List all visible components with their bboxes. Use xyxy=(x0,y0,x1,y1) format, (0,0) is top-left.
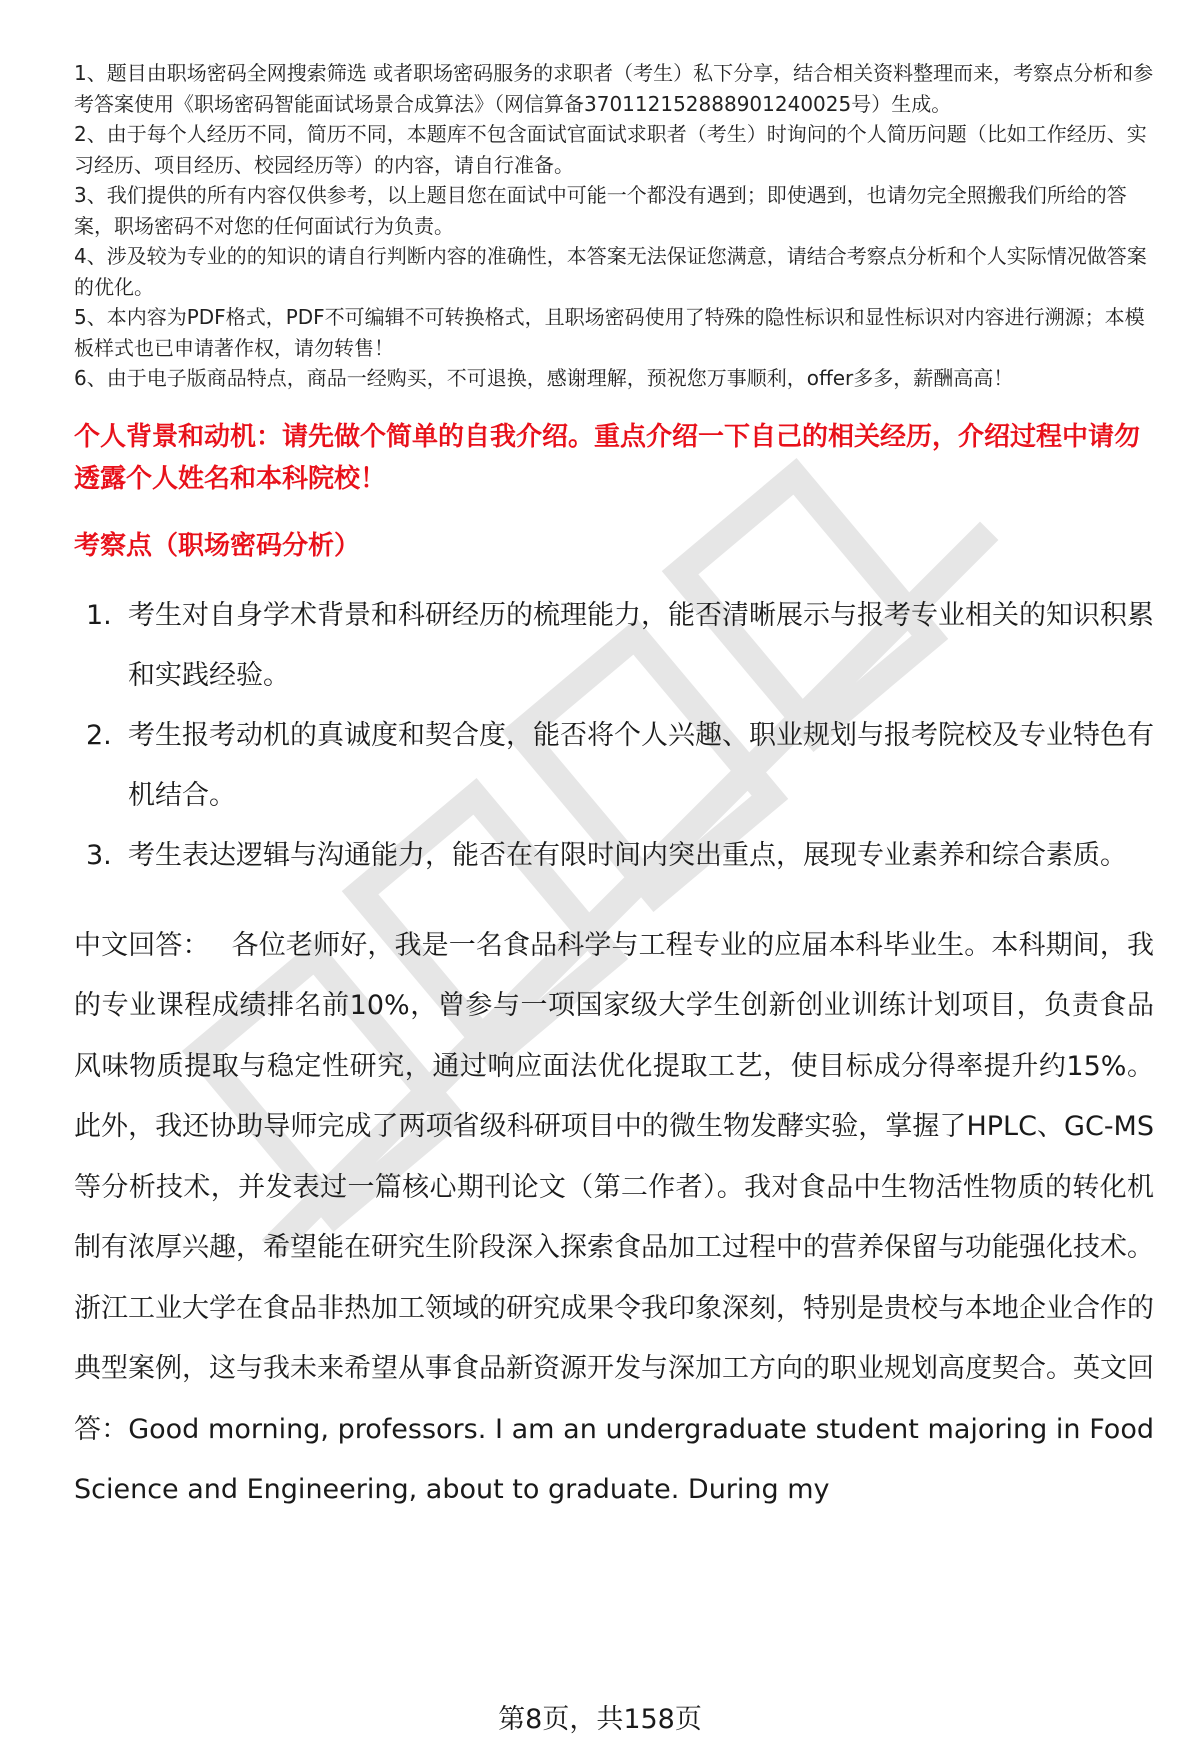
disclaimer-item: 6、由于电子版商品特点，商品一经购买，不可退换，感谢理解，预祝您万事顺利，offer多多，薪酬高高！ xyxy=(74,366,1014,390)
disclaimer-item: 4、涉及较为专业的的知识的请自行判断内容的准确性，本答案无法保证您满意，请结合考察点分析和个人实际情况做答案的优化。 xyxy=(74,244,1147,299)
analysis-title: 考察点（职场密码分析） xyxy=(74,530,361,561)
analysis-point xyxy=(74,586,1154,706)
disclaimer-item: 5、本内容为PDF格式，PDF不可编辑不可转换格式，且职场密码使用了特殊的隐性标识和显性标识对内容进行溯源；本模板样式也已申请著作权，请勿转售！ xyxy=(74,305,1145,360)
answer-label: 中文回答： xyxy=(74,929,210,961)
point-number: 3. xyxy=(86,839,112,871)
analysis-point xyxy=(74,706,1154,826)
answer-block xyxy=(74,916,1154,1521)
analysis-point xyxy=(74,826,1154,886)
analysis-points xyxy=(74,586,1154,886)
page-footer: 第8页，共158页 xyxy=(498,1704,702,1735)
answer-text: 各位老师好，我是一名食品科学与工程专业的应届本科毕业生。本科期间，我的专业课程成绩排名前10%，曾参与一项国家级大学生创新创业训练计划项目，负责食品风味物质提取与稳定性研究，通过响应面法优化提取工艺，使目标成分得率提升约15%。此外，我还协助导师完成了两项省级科研项目中的微生物发酵实验，掌握了HPLC、GC-MS等分析技术，并发表过一篇核心期刊论文（第二作者）。我对食品中生物活性物质的转化机制有浓厚兴趣，希望能在研究生阶段深入探索食品加工过程中的营养保留与功能强化技术。浙江工业大学在食品非热加工领域的研究成果令我印象深刻，特别是贵校与本地企业合作的典型案例，这与我未来希望从事食品新资源开发与深加工方向的职业规划高度契合。英文回答：Good morning, professors. I am an undergraduate student majoring in Food Science and Engineering, about to graduate. During my xyxy=(74,929,1155,1505)
point-text: 考生表达逻辑与沟通能力，能否在有限时间内突出重点，展现专业素养和综合素质。 xyxy=(128,839,1127,871)
disclaimer-item: 3、我们提供的所有内容仅供参考，以上题目您在面试中可能一个都没有遇到；即使遇到，也请勿完全照搬我们所给的答案，职场密码不对您的任何面试行为负责。 xyxy=(74,183,1127,238)
point-number: 1. xyxy=(86,599,112,631)
page-content xyxy=(74,58,1154,1521)
disclaimer-item: 2、由于每个人经历不同，简历不同，本题库不包含面试官面试求职者（考生）时询问的个人简历问题（比如工作经历、实习经历、项目经历、校园经历等）的内容，请自行准备。 xyxy=(74,122,1147,177)
question-title: 个人背景和动机：请先做个简单的自我介绍。重点介绍一下自己的相关经历，介绍过程中请勿透露个人姓名和本科院校！ xyxy=(74,421,1141,494)
point-text: 考生对自身学术背景和科研经历的梳理能力，能否清晰展示与报考专业相关的知识积累和实践经验。 xyxy=(128,599,1154,691)
disclaimer-block xyxy=(74,58,1154,394)
point-number: 2. xyxy=(86,719,112,751)
point-text: 考生报考动机的真诚度和契合度，能否将个人兴趣、职业规划与报考院校及专业特色有机结合。 xyxy=(128,719,1154,811)
disclaimer-item: 1、题目由职场密码全网搜索筛选 或者职场密码服务的求职者（考生）私下分享，结合相关资料整理而来，考察点分析和参考答案使用《职场密码智能面试场景合成算法》（网信算备370112152888901240025号）生成。 xyxy=(74,61,1154,116)
